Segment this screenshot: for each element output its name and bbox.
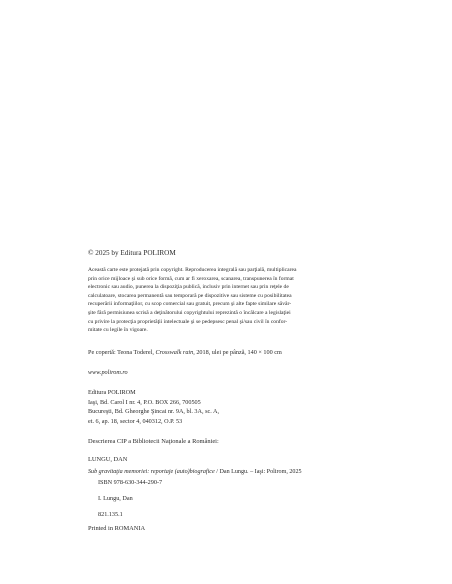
cover-credit — [88, 348, 380, 357]
cip-index-entry: I. Lungu, Dan — [98, 495, 133, 502]
rights-line: recuperării informaţiilor, cu scop comercial sau gratuit, precum şi alte fapte similare săvâr- — [88, 301, 292, 308]
rights-line: mitate cu legile în vigoare. — [88, 327, 148, 334]
cover-credit-suffix: , 2018, ulei pe pânză, 140 × 100 cm — [193, 349, 282, 356]
cip-classification: 821.135.1 — [98, 511, 123, 518]
cip-author: LUNGU, DAN — [88, 456, 128, 463]
cip-heading: Descrierea CIP a Bibliotecii Naţionale a României: — [88, 438, 219, 445]
copyright-notice: © 2025 by Editura POLIROM — [88, 249, 176, 257]
address-line: Editura POLIROM — [88, 389, 136, 396]
rights-line: calculatoare, stocarea permanentă sau temporară pe dispozitive sau sisteme cu posibilitatea — [88, 292, 292, 299]
rights-line: cu privire la protecţia proprietăţii intelectuale şi se pedepsesc penal şi/sau civil în confor- — [88, 318, 288, 325]
publisher-website: www.polirom.ro — [88, 369, 128, 376]
cip-book-details: / Dan Lungu. – Iaşi: Polirom, 2025 — [214, 469, 302, 475]
publisher-address — [88, 388, 380, 426]
rights-line: şite fără permisiunea scrisă a deţinătorului copyrightului reprezintă o încălcare a legislaţiei — [88, 309, 291, 316]
cover-artwork-title: Crosswalk rain — [155, 349, 194, 356]
cip-isbn: ISBN 978-630-344-290-7 — [98, 479, 163, 486]
printed-in: Printed in ROMANIA — [88, 525, 146, 532]
cip-book-entry — [88, 468, 380, 477]
rights-line: Această carte este protejată prin copyright. Reproducerea integrală sau parţială, multiplicarea — [88, 267, 297, 273]
address-line: Bucureşti, Bd. Gheorghe Şincai nr. 9A, bl. 3A, sc. A, — [88, 408, 220, 416]
address-line: Iaşi, Bd. Carol I nr. 4, P.O. BOX 266, 700505 — [88, 398, 201, 406]
rights-line: electronic sau audio, punerea la dispoziţia publică, inclusiv prin internet sau prin reţele de — [88, 284, 289, 291]
copyright-page — [88, 0, 380, 584]
rights-statement — [88, 266, 380, 335]
cover-credit-prefix: Pe copertă: Teona Toderel, — [88, 349, 156, 356]
rights-line: prin orice mijloace şi sub orice formă, cum ar fi xeroxarea, scanarea, transpunerea în format — [88, 275, 294, 282]
address-line: et. 6, ap. 18, sector 4, 040312, O.P. 53 — [88, 417, 183, 425]
cip-book-title: Sub gravitaţia memoriei: reportaje (auto)biografice — [88, 469, 215, 475]
